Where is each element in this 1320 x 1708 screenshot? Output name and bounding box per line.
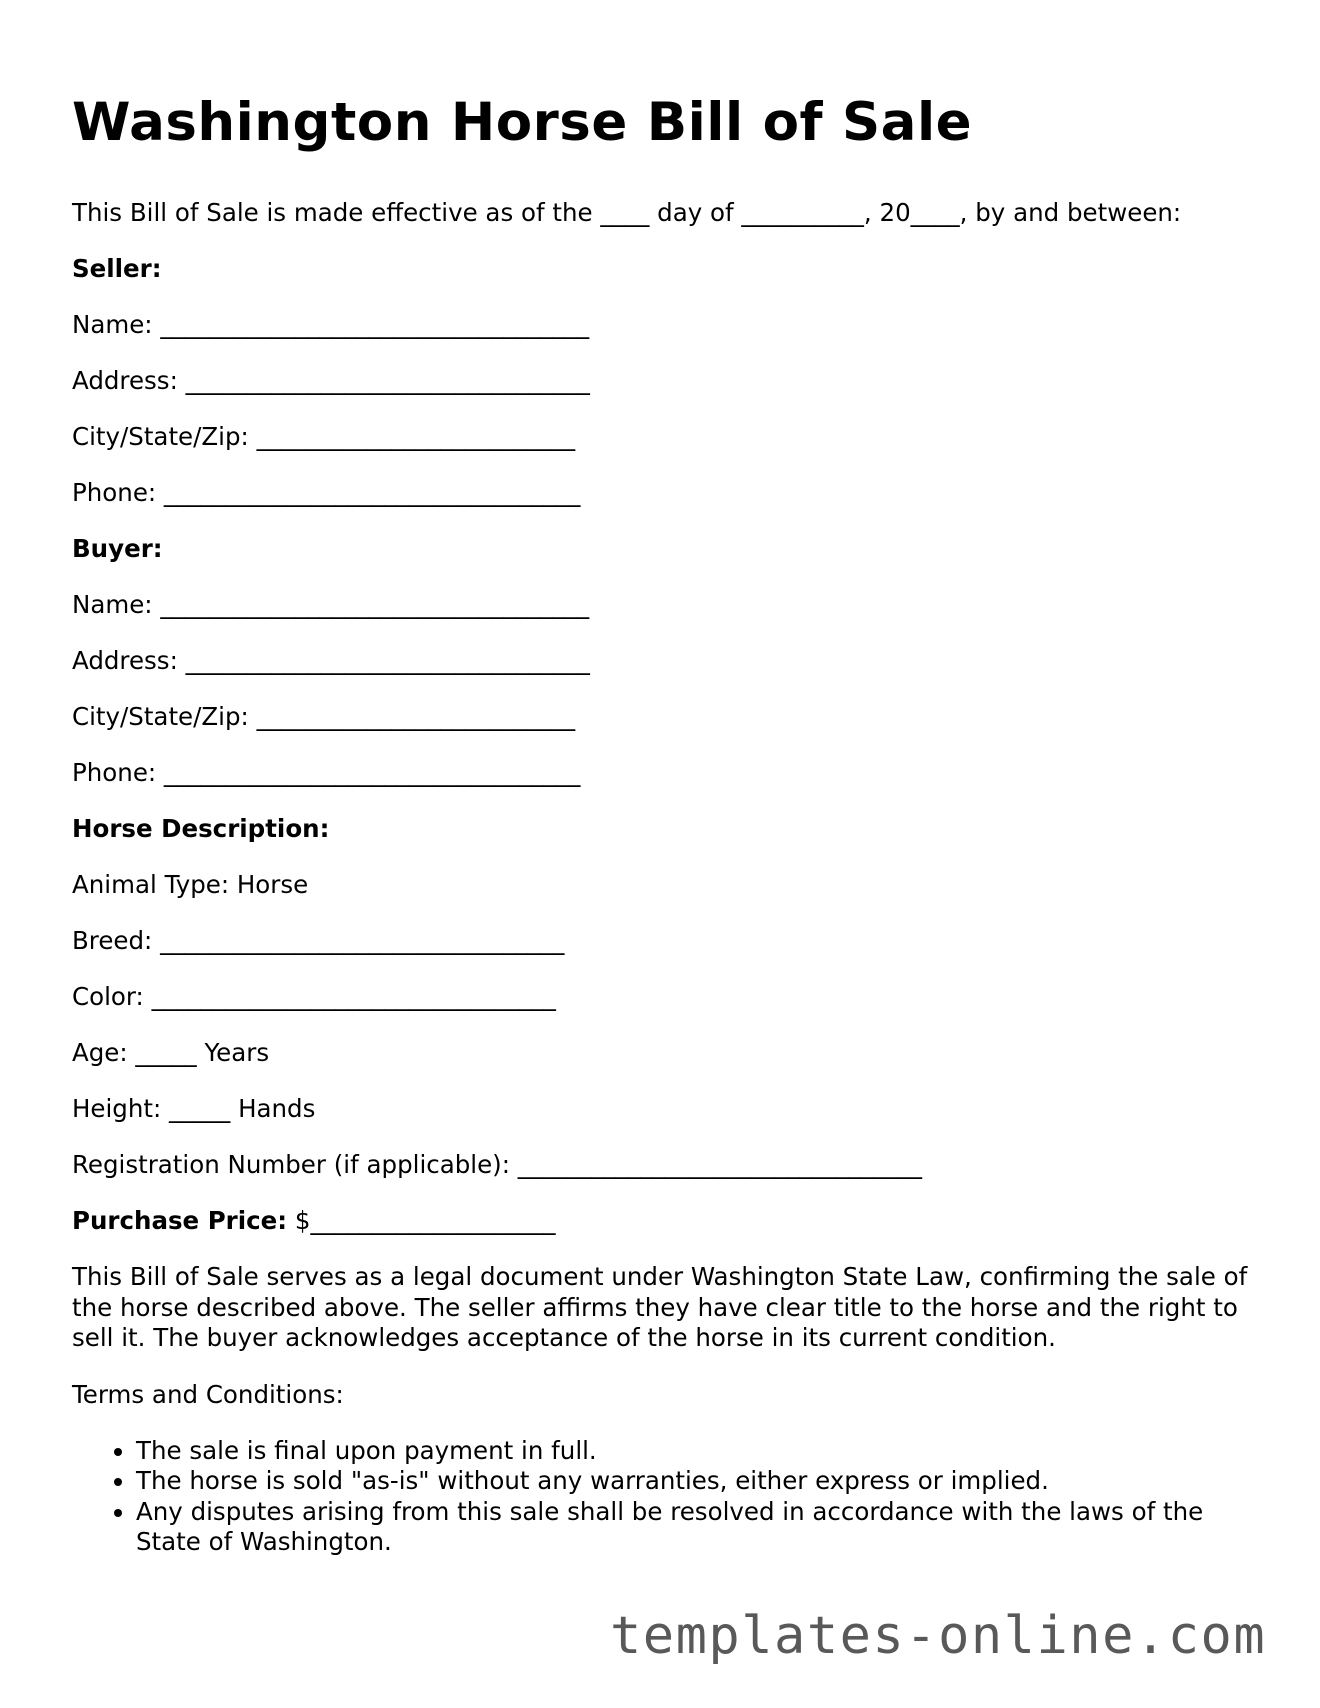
buyer-name-field: Name: ___________________________________: [72, 590, 590, 619]
buyer-city-state-zip-field: City/State/Zip: __________________________: [72, 702, 576, 731]
buyer-address-field: Address: _________________________________: [72, 646, 590, 675]
watermark-text: templates-online.com: [610, 1606, 1267, 1666]
animal-type-line: Animal Type: Horse: [72, 870, 309, 899]
document-title: Washington Horse Bill of Sale: [72, 92, 973, 153]
seller-address-field: Address: _________________________________: [72, 366, 590, 395]
document-page: [72, 88, 1252, 1558]
purchase-price-field: $____________________: [287, 1206, 556, 1235]
terms-list-item: • Any disputes arising from this sale shall be resolved in accordance with the laws of the State of Washington.: [136, 1497, 1252, 1558]
horse-description-heading: Horse Description:: [72, 814, 330, 843]
seller-city-state-zip-field: City/State/Zip: __________________________: [72, 422, 576, 451]
terms-list: [72, 1436, 1252, 1558]
seller-heading: Seller:: [72, 254, 162, 283]
legal-paragraph: This Bill of Sale serves as a legal document under Washington State Law, confirming the sale of the horse described above. The seller affirms they have clear title to the horse and the right to sell it. The buyer acknowledges acceptance of the horse in its current condition.: [72, 1262, 1248, 1352]
seller-phone-field: Phone: __________________________________: [72, 478, 581, 507]
seller-name-field: Name: ___________________________________: [72, 310, 590, 339]
purchase-price-line: [72, 1206, 1252, 1236]
terms-list-item: • The horse is sold "as-is" without any warranties, either express or implied.: [136, 1466, 1252, 1497]
height-field: Height: _____ Hands: [72, 1094, 316, 1123]
buyer-phone-field: Phone: __________________________________: [72, 758, 581, 787]
effective-date-line: This Bill of Sale is made effective as of the ____ day of __________, 20____, by and between:: [72, 198, 1182, 227]
terms-heading: Terms and Conditions:: [72, 1379, 344, 1409]
purchase-price-label: Purchase Price:: [72, 1206, 288, 1235]
age-field: Age: _____ Years: [72, 1038, 270, 1067]
color-field: Color: _________________________________: [72, 982, 556, 1011]
buyer-heading: Buyer:: [72, 534, 163, 563]
registration-number-field: Registration Number (if applicable): _________________________________: [72, 1150, 923, 1179]
breed-field: Breed: _________________________________: [72, 926, 565, 955]
terms-list-item: • The sale is final upon payment in full.: [136, 1436, 1252, 1467]
